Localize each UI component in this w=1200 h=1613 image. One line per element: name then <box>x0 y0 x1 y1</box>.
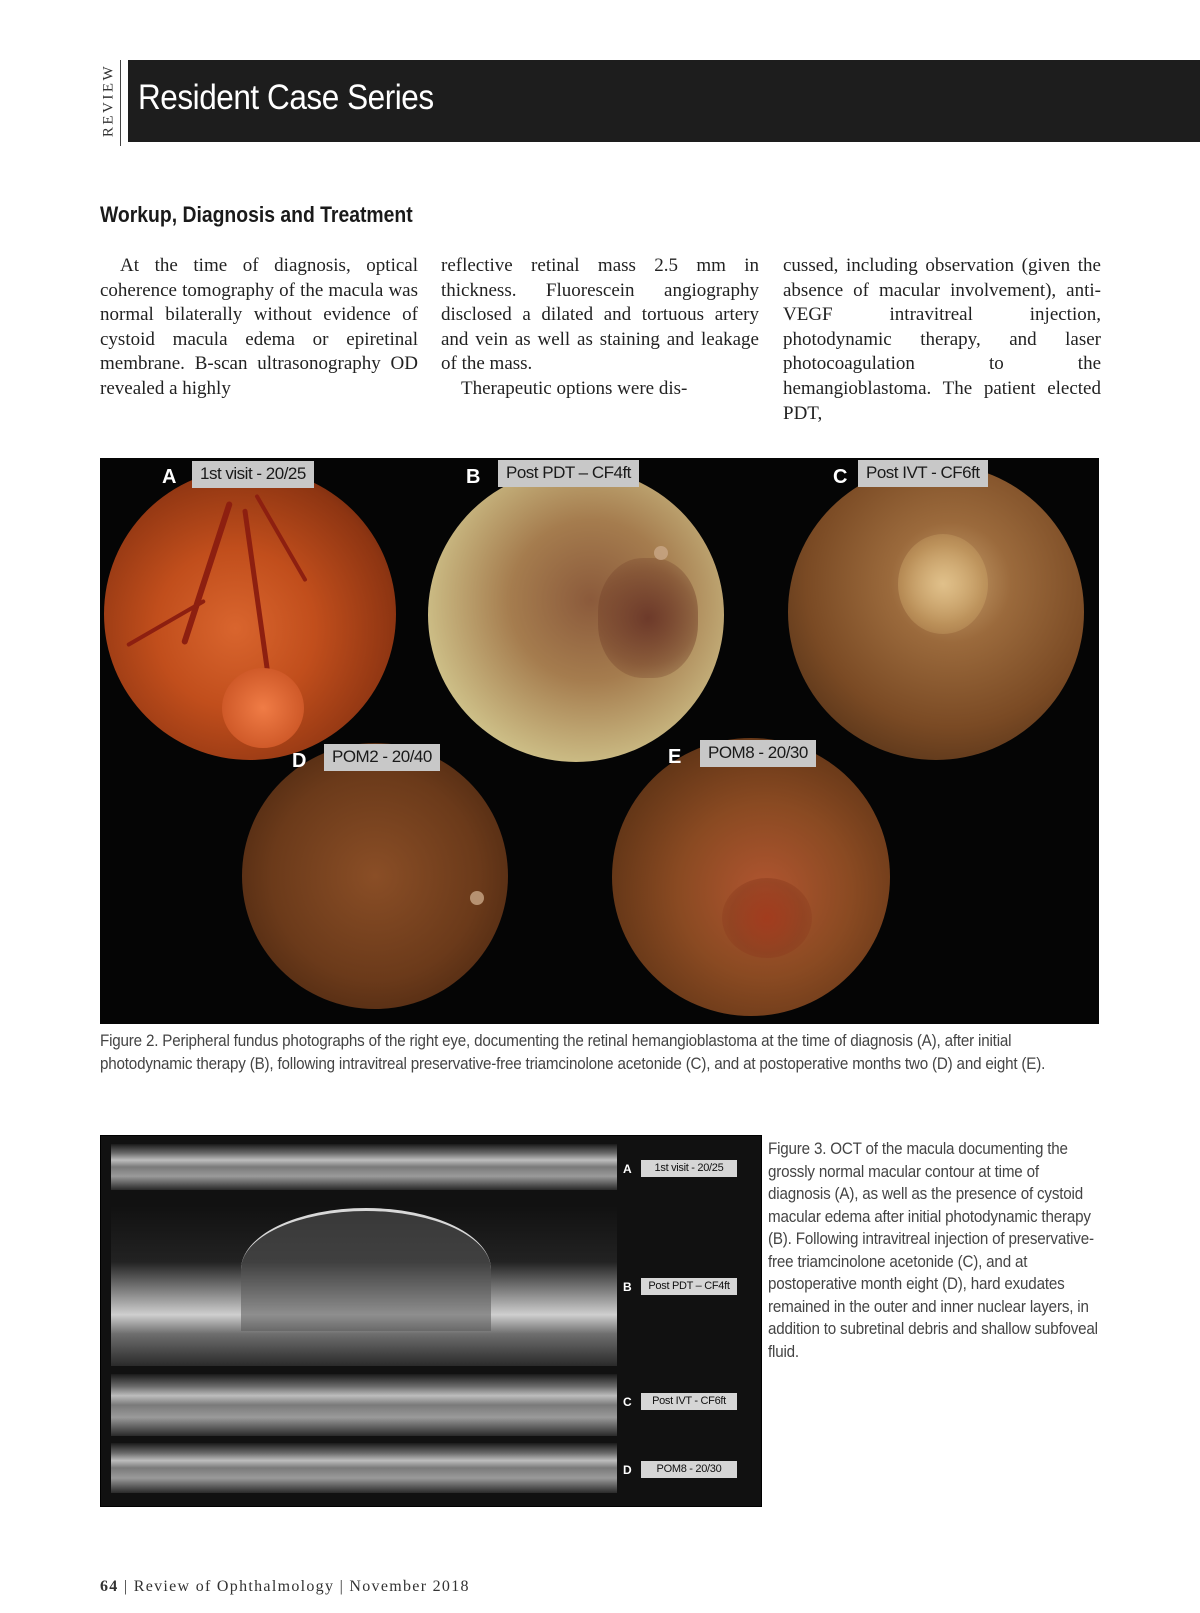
panel-label-b: Post PDT – CF4ft <box>498 460 639 487</box>
journal-name: Review of Ophthalmology <box>133 1578 335 1595</box>
body-paragraph: cussed, including observation (given the absence of macular involvement), anti-VEGF intravitreal injection, photodynamic therapy, and laser photocoagulation to the hemangioblastoma. The patient elected PDT, <box>783 255 1101 424</box>
figure-2-fundus-photos <box>100 458 1099 1024</box>
panel-label-a: 1st visit - 20/25 <box>192 461 314 488</box>
body-column-1 <box>100 254 418 402</box>
oct-label-d: POM8 - 20/30 <box>641 1461 737 1478</box>
panel-label-c: Post IVT - CF6ft <box>858 460 988 487</box>
oct-letter-c: C <box>623 1395 632 1409</box>
panel-letter-a: A <box>162 466 177 488</box>
page-footer: 64 | Review of Ophthalmology | November 2018 <box>100 1578 470 1595</box>
review-side-text: REVIEW <box>100 63 117 138</box>
oct-scan-a <box>111 1144 617 1190</box>
oct-letter-a: A <box>623 1162 632 1176</box>
fundus-photo-d <box>242 743 508 1009</box>
fundus-photo-c <box>788 464 1084 760</box>
review-side-label <box>94 60 121 146</box>
panel-letter-c: C <box>833 466 848 488</box>
oct-scan-d <box>111 1443 617 1493</box>
oct-label-a: 1st visit - 20/25 <box>641 1160 737 1177</box>
page-title: Resident Case Series <box>138 78 434 117</box>
oct-scan-b <box>111 1206 617 1366</box>
issue-date: November 2018 <box>349 1578 470 1595</box>
oct-label-b: Post PDT – CF4ft <box>641 1278 737 1295</box>
section-title: Workup, Diagnosis and Treatment <box>100 202 413 227</box>
section-header-bar <box>128 60 1200 142</box>
oct-scan-c <box>111 1374 617 1436</box>
fundus-photo-a <box>104 468 396 760</box>
figure-2-caption: Figure 2. Peripheral fundus photographs of the right eye, documenting the retinal hemangioblastoma at the time of diagnosis (A), after initial photodynamic therapy (B), following intravitreal preservative-free triamcinolone acetonide (C), and at postoperative months two (D) and eight (E). <box>100 1032 1046 1073</box>
oct-letter-d: D <box>623 1463 632 1477</box>
panel-letter-b: B <box>466 466 481 488</box>
panel-label-d: POM2 - 20/40 <box>324 744 440 771</box>
oct-label-c: Post IVT - CF6ft <box>641 1393 737 1410</box>
fundus-photo-b <box>428 468 724 762</box>
body-paragraph: At the time of diagnosis, optical coherence tomography of the macula was normal bilaterally without evidence of cystoid macula edema or epiretinal membrane. B-scan ultrasonography OD revealed a highly <box>100 255 418 399</box>
body-paragraph: reflective retinal mass 2.5 mm in thickness. Fluorescein angiography disclosed a dilated and tortuous artery and vein as well as staining and leakage of the mass. <box>441 255 759 375</box>
panel-letter-d: D <box>292 750 307 772</box>
page-number: 64 <box>100 1578 119 1595</box>
body-column-3 <box>783 254 1101 426</box>
body-paragraph: Therapeutic options were dis- <box>461 377 688 399</box>
oct-letter-b: B <box>623 1280 632 1294</box>
fundus-photo-e <box>612 738 890 1016</box>
panel-label-e: POM8 - 20/30 <box>700 740 816 767</box>
figure-3-caption: Figure 3. OCT of the macula documenting the grossly normal macular contour at time of diagnosis (A), as well as the presence of cystoid macular edema after initial photodynamic therapy (B). Following intravitreal injection of preservative-free triamcinolone acetonide (C), and at postoperative month eight (D), hard exudates remained in the outer and inner nuclear layers, in addition to subretinal debris and shallow subfoveal fluid. <box>768 1140 1098 1361</box>
figure-3-oct-scans <box>100 1135 762 1507</box>
body-column-2 <box>441 254 759 402</box>
panel-letter-e: E <box>668 746 682 768</box>
hemangioblastoma-mass <box>222 668 304 748</box>
